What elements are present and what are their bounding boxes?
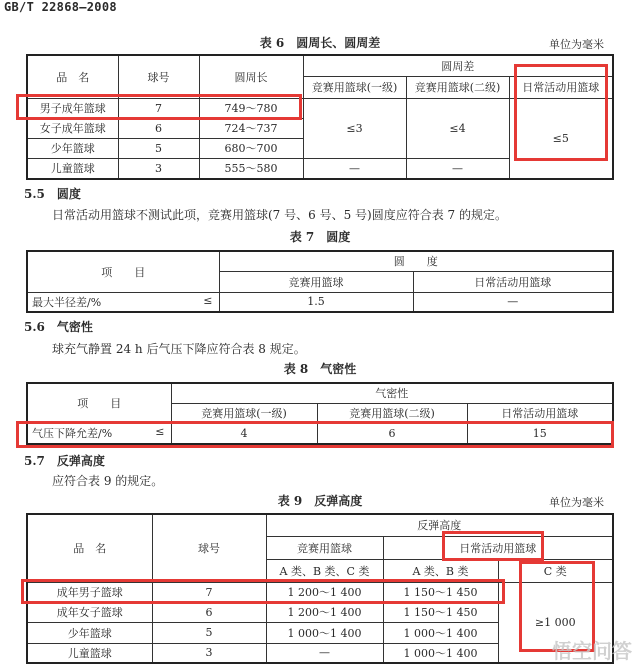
header-comp-2: 竞赛用篮球(二级) (406, 76, 509, 98)
cell-operator: ≤ (203, 293, 213, 307)
cell-label: 最大半径差/% (32, 295, 102, 309)
cell-name: 少年篮球 (27, 138, 118, 158)
table8 (26, 382, 614, 445)
header-size: 球号 (152, 514, 266, 582)
table6 (26, 54, 614, 180)
cell-value: 6 (317, 423, 467, 444)
document-code: GB/T 22868—2008 (4, 0, 117, 14)
header-rebound: 反弹高度 (266, 514, 613, 536)
header-daily-c: C 类 (498, 559, 613, 582)
cell-name: 儿童篮球 (27, 643, 152, 663)
section-5-5-title: 5.5 圆度 (24, 187, 81, 201)
table-row (27, 292, 613, 312)
header-roundness: 圆 度 (219, 251, 613, 271)
cell-size: 5 (152, 622, 266, 643)
cell-name: 儿童篮球 (27, 158, 118, 179)
cell-comp: 1 200～1 400 (266, 582, 383, 602)
cell-c-value: ≥1 000 (498, 582, 613, 663)
cell-circ: 749～780 (199, 98, 303, 118)
section-5-5-text: 日常活动用篮球不测试此项，竞赛用篮球(7 号、6 号、5 号)圆度应符合表 7 的规定。 (52, 208, 507, 222)
section-5-6-text: 球充气静置 24 h 后气压下降应符合表 8 规定。 (52, 342, 306, 356)
cell-diff-1: ≤3 (303, 98, 406, 158)
header-circumference: 圆周长 (199, 55, 303, 98)
cell-size: 7 (118, 98, 199, 118)
cell-value: 1.5 (219, 292, 413, 312)
cell-name: 女子成年篮球 (27, 118, 118, 138)
table9-caption: 表 9 反弹高度 (277, 494, 363, 508)
header-name: 品 名 (27, 55, 118, 98)
header-daily: 日常活动用篮球 (413, 271, 613, 292)
cell-size: 6 (152, 602, 266, 622)
header-item: 项 目 (27, 251, 219, 292)
cell-name: 成年女子篮球 (27, 602, 152, 622)
cell-dash: — (406, 158, 509, 179)
header-name: 品 名 (27, 514, 152, 582)
cell-circ: 724～737 (199, 118, 303, 138)
cell-name: 少年篮球 (27, 622, 152, 643)
cell-dash: — (303, 158, 406, 179)
cell-value: — (413, 292, 613, 312)
cell-label: 气压下降允差/% (32, 427, 113, 441)
cell-daily: 1 000～1 400 (383, 643, 498, 663)
table6-caption: 表 6 圆周长、圆周差 (259, 36, 381, 50)
table6-unit: 单位为毫米 (549, 38, 604, 51)
header-comp-2: 竞赛用篮球(二级) (317, 403, 467, 423)
header-comp-abc: A 类、B 类、C 类 (266, 559, 383, 582)
cell-operator: ≤ (155, 425, 165, 439)
table-row (27, 582, 613, 602)
header-comp-1: 竞赛用篮球(一级) (303, 76, 406, 98)
table9 (26, 513, 614, 664)
cell-name: 成年男子篮球 (27, 582, 152, 602)
cell-diff-2: ≤4 (406, 98, 509, 158)
header-airtightness: 气密性 (171, 383, 613, 403)
cell-circ: 555～580 (199, 158, 303, 179)
table-row (27, 423, 613, 444)
header-comp: 竞赛用篮球 (219, 271, 413, 292)
header-daily: 日常活动用篮球 (509, 76, 613, 98)
cell-daily: 1 150～1 450 (383, 602, 498, 622)
cell-value: 15 (467, 423, 613, 444)
cell-comp: 1 200～1 400 (266, 602, 383, 622)
cell-size: 7 (152, 582, 266, 602)
header-comp-1: 竞赛用篮球(一级) (171, 403, 317, 423)
cell-size: 5 (118, 138, 199, 158)
cell-size: 3 (152, 643, 266, 663)
cell-size: 6 (118, 118, 199, 138)
section-5-7-text: 应符合表 9 的规定。 (52, 474, 164, 488)
table8-caption: 表 8 气密性 (283, 362, 357, 376)
table9-unit: 单位为毫米 (549, 496, 604, 509)
cell-daily: 1 150～1 450 (383, 582, 498, 602)
header-circ-diff: 圆周差 (303, 55, 613, 76)
section-5-6-title: 5.6 气密性 (24, 320, 93, 334)
cell-value: 4 (171, 423, 317, 444)
table7-caption: 表 7 圆度 (289, 230, 351, 244)
header-daily: 日常活动用篮球 (467, 403, 613, 423)
table7 (26, 250, 614, 313)
header-size: 球号 (118, 55, 199, 98)
cell-circ: 680～700 (199, 138, 303, 158)
cell-comp: 1 000～1 400 (266, 622, 383, 643)
header-daily-ab: A 类、B 类 (383, 559, 498, 582)
header-comp: 竞赛用篮球 (266, 536, 383, 559)
cell-daily: 1 000～1 400 (383, 622, 498, 643)
cell-size: 3 (118, 158, 199, 179)
cell-name: 男子成年篮球 (27, 98, 118, 118)
watermark: 悟空问答 (552, 639, 632, 663)
table-row (27, 98, 613, 118)
cell-diff-3: ≤5 (509, 98, 613, 179)
section-5-7-title: 5.7 反弹高度 (24, 454, 105, 468)
header-daily: 日常活动用篮球 (383, 536, 613, 559)
cell-comp: — (266, 643, 383, 663)
header-item: 项 目 (27, 383, 171, 423)
